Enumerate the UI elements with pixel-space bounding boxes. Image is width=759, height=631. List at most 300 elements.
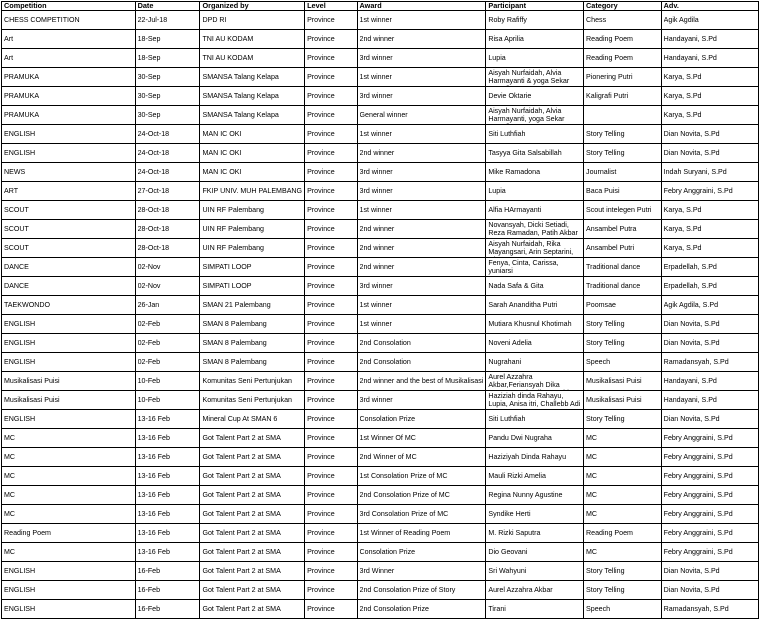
cell-category[interactable] xyxy=(584,353,662,372)
cell-date[interactable] xyxy=(135,201,200,220)
date-text: 13-16 Feb xyxy=(137,529,170,537)
cell-participant[interactable] xyxy=(486,505,584,524)
date-text: 18-Sep xyxy=(137,35,161,43)
header-category[interactable]: Category xyxy=(584,2,662,11)
cell-competition[interactable] xyxy=(2,543,136,562)
category-text: Journalist xyxy=(586,168,617,176)
cell-participant[interactable] xyxy=(486,239,584,258)
cell-organizer[interactable] xyxy=(200,315,305,334)
cell-participant[interactable] xyxy=(486,467,584,486)
cell-competition[interactable] xyxy=(2,372,136,391)
cell-date[interactable] xyxy=(135,581,200,600)
cell-adviser[interactable] xyxy=(661,448,758,467)
cell-category[interactable] xyxy=(584,277,662,296)
cell-adviser[interactable] xyxy=(661,505,758,524)
cell-level[interactable] xyxy=(305,524,357,543)
cell-participant[interactable] xyxy=(486,524,584,543)
cell-adviser[interactable] xyxy=(661,125,758,144)
cell-award[interactable] xyxy=(357,562,486,581)
cell-competition[interactable] xyxy=(2,505,136,524)
cell-category[interactable] xyxy=(584,182,662,201)
cell-organizer[interactable] xyxy=(200,296,305,315)
category-text: MC xyxy=(586,510,598,518)
header-award[interactable]: Award xyxy=(357,2,486,11)
cell-organizer[interactable] xyxy=(200,11,305,30)
cell-participant[interactable] xyxy=(486,68,584,87)
cell-organizer[interactable] xyxy=(200,182,305,201)
cell-competition[interactable] xyxy=(2,429,136,448)
cell-competition[interactable] xyxy=(2,277,136,296)
award-text: Consolation Prize xyxy=(359,548,416,556)
cell-competition[interactable] xyxy=(2,258,136,277)
cell-competition[interactable] xyxy=(2,600,136,619)
participant-text: Aisyah Nurfaidah, Rika Mayangsari, Arin Septarini, xyxy=(488,239,574,256)
cell-date[interactable] xyxy=(135,220,200,239)
cell-organizer[interactable] xyxy=(200,334,305,353)
cell-adviser[interactable] xyxy=(661,562,758,581)
cell-award[interactable] xyxy=(357,201,486,220)
cell-competition[interactable] xyxy=(2,87,136,106)
cell-participant[interactable] xyxy=(486,410,584,429)
cell-award[interactable] xyxy=(357,163,486,182)
cell-competition[interactable] xyxy=(2,315,136,334)
cell-participant[interactable] xyxy=(486,391,584,410)
cell-adviser[interactable] xyxy=(661,220,758,239)
cell-award[interactable] xyxy=(357,353,486,372)
cell-award[interactable] xyxy=(357,334,486,353)
cell-category[interactable] xyxy=(584,201,662,220)
cell-level[interactable] xyxy=(305,258,357,277)
organizer-text: TNI AU KODAM xyxy=(202,54,254,62)
cell-category[interactable] xyxy=(584,600,662,619)
cell-participant[interactable] xyxy=(486,11,584,30)
cell-award[interactable] xyxy=(357,11,486,30)
cell-level[interactable] xyxy=(305,106,357,125)
cell-adviser[interactable] xyxy=(661,106,758,125)
level-text: Province xyxy=(307,168,335,176)
cell-level[interactable] xyxy=(305,315,357,334)
cell-adviser[interactable] xyxy=(661,30,758,49)
cell-level[interactable] xyxy=(305,68,357,87)
cell-award[interactable] xyxy=(357,258,486,277)
cell-participant[interactable] xyxy=(486,315,584,334)
cell-organizer[interactable] xyxy=(200,505,305,524)
cell-date[interactable] xyxy=(135,87,200,106)
cell-category[interactable] xyxy=(584,581,662,600)
cell-competition[interactable] xyxy=(2,125,136,144)
cell-competition[interactable] xyxy=(2,334,136,353)
cell-adviser[interactable] xyxy=(661,486,758,505)
cell-category[interactable] xyxy=(584,125,662,144)
cell-participant[interactable] xyxy=(486,600,584,619)
adviser-text: Dian Novita, S.Pd xyxy=(663,149,720,157)
participant-text: Dio Geovani xyxy=(488,548,528,556)
cell-competition[interactable] xyxy=(2,163,136,182)
cell-date[interactable] xyxy=(135,486,200,505)
cell-competition[interactable] xyxy=(2,49,136,68)
header-date[interactable]: Date xyxy=(135,2,200,11)
adviser-text: Febry Anggraini, S.Pd xyxy=(663,453,733,461)
cell-award[interactable] xyxy=(357,448,486,467)
cell-participant[interactable] xyxy=(486,448,584,467)
cell-organizer[interactable] xyxy=(200,562,305,581)
cell-award[interactable] xyxy=(357,486,486,505)
cell-level[interactable] xyxy=(305,505,357,524)
cell-level[interactable] xyxy=(305,11,357,30)
cell-level[interactable] xyxy=(305,220,357,239)
cell-category[interactable] xyxy=(584,87,662,106)
cell-adviser[interactable] xyxy=(661,353,758,372)
cell-organizer[interactable] xyxy=(200,467,305,486)
cell-level[interactable] xyxy=(305,87,357,106)
cell-date[interactable] xyxy=(135,125,200,144)
cell-date[interactable] xyxy=(135,30,200,49)
cell-organizer[interactable] xyxy=(200,30,305,49)
table-row xyxy=(2,239,759,258)
cell-category[interactable] xyxy=(584,543,662,562)
cell-category[interactable] xyxy=(584,258,662,277)
award-text: 2nd Consolation xyxy=(359,339,411,347)
level-text: Province xyxy=(307,225,335,233)
cell-level[interactable] xyxy=(305,467,357,486)
cell-participant[interactable] xyxy=(486,296,584,315)
cell-participant[interactable] xyxy=(486,486,584,505)
cell-competition[interactable] xyxy=(2,486,136,505)
cell-category[interactable] xyxy=(584,68,662,87)
cell-competition[interactable] xyxy=(2,220,136,239)
cell-date[interactable] xyxy=(135,68,200,87)
adviser-text: Erpadellah, S.Pd xyxy=(663,263,717,271)
cell-date[interactable] xyxy=(135,467,200,486)
cell-participant[interactable] xyxy=(486,581,584,600)
level-text: Province xyxy=(307,263,335,271)
cell-award[interactable] xyxy=(357,239,486,258)
cell-category[interactable] xyxy=(584,106,662,125)
cell-adviser[interactable] xyxy=(661,524,758,543)
cell-adviser[interactable] xyxy=(661,391,758,410)
cell-award[interactable] xyxy=(357,505,486,524)
cell-category[interactable] xyxy=(584,372,662,391)
cell-level[interactable] xyxy=(305,334,357,353)
participant-text: Haziziyah Dinda Rahayu xyxy=(488,453,567,461)
cell-adviser[interactable] xyxy=(661,315,758,334)
cell-participant[interactable] xyxy=(486,353,584,372)
cell-adviser[interactable] xyxy=(661,543,758,562)
cell-adviser[interactable] xyxy=(661,277,758,296)
cell-date[interactable] xyxy=(135,505,200,524)
organizer-text: SMANSA Talang Kelapa xyxy=(202,92,279,100)
cell-competition[interactable] xyxy=(2,201,136,220)
cell-award[interactable] xyxy=(357,543,486,562)
cell-participant[interactable] xyxy=(486,277,584,296)
cell-level[interactable] xyxy=(305,410,357,429)
cell-organizer[interactable] xyxy=(200,277,305,296)
table-row xyxy=(2,277,759,296)
organizer-text: SMAN 8 Palembang xyxy=(202,358,267,366)
cell-level[interactable] xyxy=(305,144,357,163)
cell-competition[interactable] xyxy=(2,581,136,600)
cell-level[interactable] xyxy=(305,562,357,581)
table-row xyxy=(2,163,759,182)
cell-level[interactable] xyxy=(305,30,357,49)
cell-award[interactable] xyxy=(357,106,486,125)
cell-date[interactable] xyxy=(135,391,200,410)
cell-award[interactable] xyxy=(357,296,486,315)
cell-organizer[interactable] xyxy=(200,258,305,277)
cell-competition[interactable] xyxy=(2,410,136,429)
cell-participant[interactable] xyxy=(486,258,584,277)
cell-participant[interactable] xyxy=(486,220,584,239)
cell-adviser[interactable] xyxy=(661,467,758,486)
cell-category[interactable] xyxy=(584,562,662,581)
cell-participant[interactable] xyxy=(486,30,584,49)
cell-organizer[interactable] xyxy=(200,524,305,543)
cell-participant[interactable] xyxy=(486,106,584,125)
cell-organizer[interactable] xyxy=(200,448,305,467)
cell-participant[interactable] xyxy=(486,562,584,581)
cell-award[interactable] xyxy=(357,49,486,68)
cell-organizer[interactable] xyxy=(200,410,305,429)
cell-competition[interactable] xyxy=(2,562,136,581)
cell-organizer[interactable] xyxy=(200,353,305,372)
header-adv[interactable]: Adv. xyxy=(661,2,758,11)
cell-category[interactable] xyxy=(584,315,662,334)
cell-date[interactable] xyxy=(135,410,200,429)
cell-award[interactable] xyxy=(357,524,486,543)
cell-award[interactable] xyxy=(357,182,486,201)
category-text: Chess xyxy=(586,16,607,24)
cell-organizer[interactable] xyxy=(200,220,305,239)
cell-participant[interactable] xyxy=(486,125,584,144)
cell-level[interactable] xyxy=(305,239,357,258)
cell-adviser[interactable] xyxy=(661,144,758,163)
award-text: 3rd winner xyxy=(359,396,393,404)
cell-date[interactable] xyxy=(135,49,200,68)
cell-category[interactable] xyxy=(584,334,662,353)
cell-date[interactable] xyxy=(135,11,200,30)
cell-date[interactable] xyxy=(135,106,200,125)
cell-award[interactable] xyxy=(357,391,486,410)
cell-competition[interactable] xyxy=(2,239,136,258)
date-text: 10-Feb xyxy=(137,396,161,404)
cell-adviser[interactable] xyxy=(661,410,758,429)
date-text: 30-Sep xyxy=(137,111,161,119)
cell-category[interactable] xyxy=(584,144,662,163)
cell-date[interactable] xyxy=(135,163,200,182)
cell-adviser[interactable] xyxy=(661,49,758,68)
cell-award[interactable] xyxy=(357,220,486,239)
cell-award[interactable] xyxy=(357,87,486,106)
participant-text: Fenya, Cinta, Carissa, yuniarsi xyxy=(488,259,559,275)
cell-award[interactable] xyxy=(357,30,486,49)
cell-date[interactable] xyxy=(135,429,200,448)
cell-award[interactable] xyxy=(357,372,486,391)
cell-award[interactable] xyxy=(357,144,486,163)
cell-category[interactable] xyxy=(584,11,662,30)
cell-competition[interactable] xyxy=(2,296,136,315)
cell-adviser[interactable] xyxy=(661,372,758,391)
cell-competition[interactable] xyxy=(2,467,136,486)
cell-category[interactable] xyxy=(584,391,662,410)
cell-category[interactable] xyxy=(584,505,662,524)
cell-competition[interactable] xyxy=(2,68,136,87)
cell-participant[interactable] xyxy=(486,334,584,353)
cell-category[interactable] xyxy=(584,448,662,467)
level-text: Province xyxy=(307,282,335,290)
cell-level[interactable] xyxy=(305,372,357,391)
cell-competition[interactable] xyxy=(2,144,136,163)
cell-participant[interactable] xyxy=(486,372,584,391)
cell-organizer[interactable] xyxy=(200,239,305,258)
cell-date[interactable] xyxy=(135,448,200,467)
cell-date[interactable] xyxy=(135,543,200,562)
cell-competition[interactable] xyxy=(2,106,136,125)
cell-organizer[interactable] xyxy=(200,163,305,182)
cell-award[interactable] xyxy=(357,429,486,448)
cell-level[interactable] xyxy=(305,49,357,68)
cell-organizer[interactable] xyxy=(200,391,305,410)
cell-category[interactable] xyxy=(584,429,662,448)
cell-category[interactable] xyxy=(584,410,662,429)
cell-date[interactable] xyxy=(135,258,200,277)
cell-level[interactable] xyxy=(305,163,357,182)
cell-date[interactable] xyxy=(135,277,200,296)
award-text: 3rd winner xyxy=(359,54,393,62)
cell-organizer[interactable] xyxy=(200,486,305,505)
cell-participant[interactable] xyxy=(486,201,584,220)
cell-organizer[interactable] xyxy=(200,600,305,619)
cell-organizer[interactable] xyxy=(200,49,305,68)
cell-adviser[interactable] xyxy=(661,239,758,258)
cell-participant[interactable] xyxy=(486,429,584,448)
cell-adviser[interactable] xyxy=(661,581,758,600)
cell-date[interactable] xyxy=(135,562,200,581)
cell-level[interactable] xyxy=(305,543,357,562)
cell-category[interactable] xyxy=(584,49,662,68)
cell-competition[interactable] xyxy=(2,524,136,543)
cell-competition[interactable] xyxy=(2,30,136,49)
cell-competition[interactable] xyxy=(2,448,136,467)
cell-date[interactable] xyxy=(135,334,200,353)
cell-adviser[interactable] xyxy=(661,87,758,106)
cell-participant[interactable] xyxy=(486,87,584,106)
cell-category[interactable] xyxy=(584,220,662,239)
cell-adviser[interactable] xyxy=(661,68,758,87)
cell-adviser[interactable] xyxy=(661,163,758,182)
cell-organizer[interactable] xyxy=(200,106,305,125)
cell-organizer[interactable] xyxy=(200,144,305,163)
cell-category[interactable] xyxy=(584,30,662,49)
cell-category[interactable] xyxy=(584,296,662,315)
cell-participant[interactable] xyxy=(486,182,584,201)
cell-level[interactable] xyxy=(305,201,357,220)
cell-organizer[interactable] xyxy=(200,543,305,562)
cell-level[interactable] xyxy=(305,353,357,372)
cell-organizer[interactable] xyxy=(200,581,305,600)
cell-award[interactable] xyxy=(357,277,486,296)
cell-award[interactable] xyxy=(357,410,486,429)
header-organized-by[interactable]: Organized by xyxy=(200,2,305,11)
cell-date[interactable] xyxy=(135,372,200,391)
category-text: Speech xyxy=(586,358,611,366)
cell-participant[interactable] xyxy=(486,144,584,163)
cell-level[interactable] xyxy=(305,296,357,315)
adviser-text: Handayani, S.Pd xyxy=(663,377,717,385)
cell-level[interactable] xyxy=(305,182,357,201)
cell-level[interactable] xyxy=(305,429,357,448)
cell-participant[interactable] xyxy=(486,163,584,182)
cell-adviser[interactable] xyxy=(661,429,758,448)
cell-date[interactable] xyxy=(135,182,200,201)
cell-competition[interactable] xyxy=(2,182,136,201)
cell-date[interactable] xyxy=(135,353,200,372)
cell-adviser[interactable] xyxy=(661,11,758,30)
cell-organizer[interactable] xyxy=(200,87,305,106)
table-row xyxy=(2,49,759,68)
cell-organizer[interactable] xyxy=(200,125,305,144)
cell-date[interactable] xyxy=(135,144,200,163)
cell-level[interactable] xyxy=(305,600,357,619)
category-text: Musikalisasi Puisi xyxy=(586,396,642,404)
cell-category[interactable] xyxy=(584,524,662,543)
cell-category[interactable] xyxy=(584,239,662,258)
cell-date[interactable] xyxy=(135,315,200,334)
header-competition[interactable]: Competition xyxy=(2,2,136,11)
cell-adviser[interactable] xyxy=(661,334,758,353)
cell-organizer[interactable] xyxy=(200,429,305,448)
cell-organizer[interactable] xyxy=(200,68,305,87)
cell-date[interactable] xyxy=(135,296,200,315)
header-participant[interactable]: Participant xyxy=(486,2,584,11)
cell-level[interactable] xyxy=(305,448,357,467)
cell-organizer[interactable] xyxy=(200,372,305,391)
header-level[interactable]: Level xyxy=(305,2,357,11)
cell-adviser[interactable] xyxy=(661,201,758,220)
cell-level[interactable] xyxy=(305,486,357,505)
cell-category[interactable] xyxy=(584,486,662,505)
organizer-text: Got Talent Part 2 at SMA xyxy=(202,548,281,556)
cell-competition[interactable] xyxy=(2,353,136,372)
cell-award[interactable] xyxy=(357,600,486,619)
cell-award[interactable] xyxy=(357,467,486,486)
award-text: 2nd winner xyxy=(359,244,395,252)
cell-participant[interactable] xyxy=(486,543,584,562)
cell-level[interactable] xyxy=(305,125,357,144)
cell-date[interactable] xyxy=(135,600,200,619)
cell-award[interactable] xyxy=(357,315,486,334)
cell-date[interactable] xyxy=(135,524,200,543)
cell-adviser[interactable] xyxy=(661,182,758,201)
cell-adviser[interactable] xyxy=(661,296,758,315)
cell-award[interactable] xyxy=(357,125,486,144)
cell-competition[interactable] xyxy=(2,11,136,30)
cell-participant[interactable] xyxy=(486,49,584,68)
cell-award[interactable] xyxy=(357,68,486,87)
cell-level[interactable] xyxy=(305,277,357,296)
cell-level[interactable] xyxy=(305,391,357,410)
level-text: Province xyxy=(307,377,335,385)
cell-category[interactable] xyxy=(584,163,662,182)
cell-adviser[interactable] xyxy=(661,600,758,619)
level-text: Province xyxy=(307,35,335,43)
cell-adviser[interactable] xyxy=(661,258,758,277)
cell-level[interactable] xyxy=(305,581,357,600)
cell-category[interactable] xyxy=(584,467,662,486)
cell-competition[interactable] xyxy=(2,391,136,410)
cell-organizer[interactable] xyxy=(200,201,305,220)
cell-award[interactable] xyxy=(357,581,486,600)
cell-date[interactable] xyxy=(135,239,200,258)
